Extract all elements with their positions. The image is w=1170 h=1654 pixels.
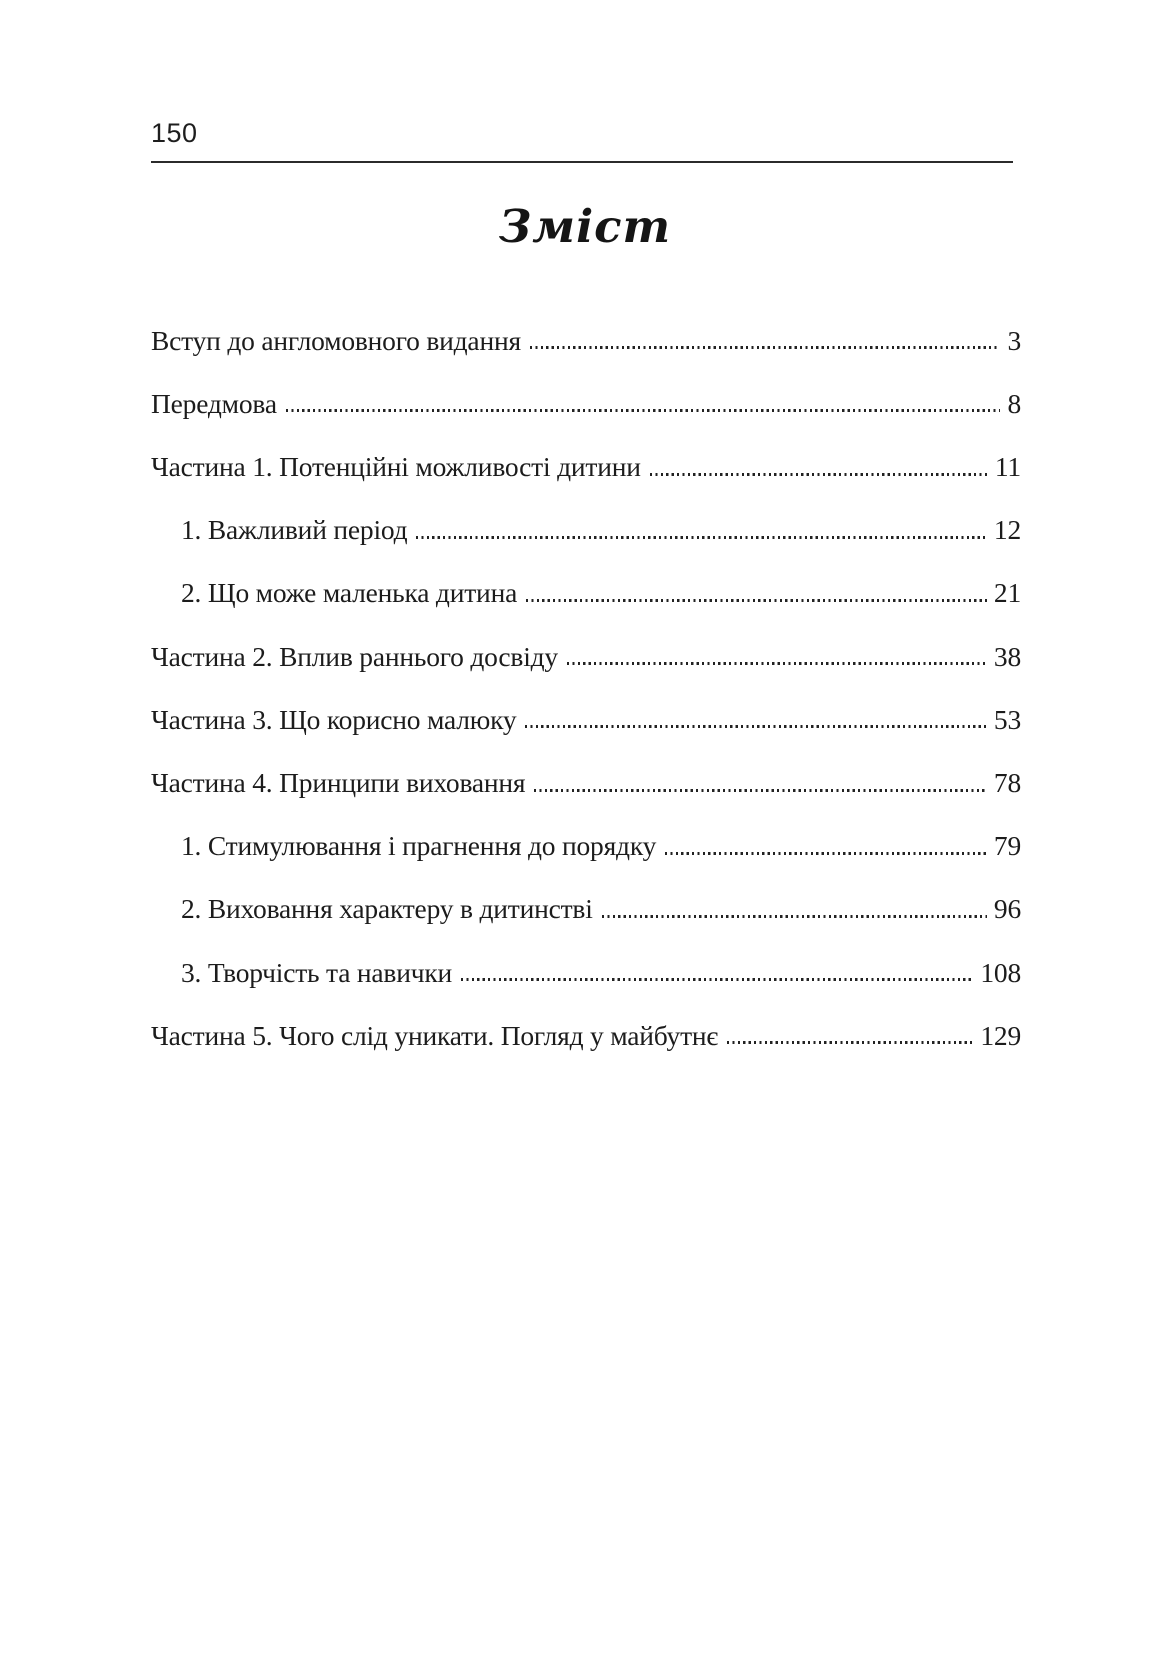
toc-entry	[151, 871, 1021, 934]
dotted-leader	[602, 915, 987, 918]
table-of-contents	[151, 302, 1021, 1060]
dotted-leader	[727, 1041, 973, 1044]
dotted-leader	[650, 473, 988, 476]
toc-entry	[151, 681, 1021, 744]
toc-entry	[151, 428, 1021, 491]
toc-entry-page: 11	[994, 451, 1021, 483]
toc-entry-page: 108	[980, 956, 1021, 988]
toc-entry-label: Частина 3. Що корисно малюку	[151, 703, 517, 735]
dotted-leader	[461, 978, 973, 981]
dotted-leader	[665, 852, 987, 855]
toc-entry	[151, 997, 1021, 1060]
toc-entry	[151, 492, 1021, 555]
toc-entry-page: 79	[993, 830, 1021, 862]
toc-entry-label: 2. Що може маленька дитина	[181, 577, 518, 609]
toc-entry	[151, 808, 1021, 871]
toc-entry-label: Частина 5. Чого слід уникати. Погляд у майбутнє	[151, 1019, 719, 1051]
toc-entry-page: 12	[993, 514, 1021, 546]
toc-entry-label: Частина 1. Потенційні можливості дитини	[151, 451, 641, 483]
toc-entry-label: Передмова	[151, 387, 277, 419]
toc-entry-page: 53	[993, 703, 1021, 735]
toc-entry-page: 21	[993, 577, 1021, 609]
toc-entry-label: Частина 4. Принципи виховання	[151, 767, 526, 798]
toc-entry	[151, 555, 1021, 618]
toc-entry	[151, 934, 1021, 997]
toc-entry	[151, 365, 1021, 428]
toc-entry-label: Вступ до англомовного видання	[151, 324, 521, 356]
toc-entry-label: 1. Важливий період	[181, 514, 408, 546]
dotted-leader	[534, 789, 987, 792]
dotted-leader	[567, 662, 987, 665]
toc-entry-page: 8	[1007, 387, 1021, 419]
toc-entry-page: 129	[980, 1019, 1021, 1051]
toc-entry-page: 78	[993, 767, 1021, 798]
dotted-leader	[526, 599, 987, 602]
toc-entry-page: 96	[993, 893, 1021, 925]
toc-entry	[151, 744, 1021, 807]
toc-entry-label: 2. Виховання характеру в дитинстві	[181, 893, 593, 925]
toc-entry-page: 38	[993, 640, 1021, 672]
toc-entry	[151, 618, 1021, 681]
dotted-leader	[525, 725, 986, 728]
toc-entry-label: Частина 2. Вплив раннього досвіду	[151, 640, 558, 672]
page-number-header: 150	[151, 118, 198, 148]
dotted-leader	[416, 536, 986, 539]
header-divider-rule	[151, 161, 1013, 163]
toc-entry	[151, 302, 1021, 365]
toc-entry-label: 1. Стимулювання і прагнення до порядку	[181, 830, 657, 862]
toc-entry-label: 3. Творчість та навички	[181, 956, 453, 988]
toc-entry-page: 3	[1007, 324, 1021, 356]
dotted-leader	[286, 409, 1001, 412]
dotted-leader	[530, 346, 1001, 349]
page-title: Зміст	[498, 200, 672, 253]
